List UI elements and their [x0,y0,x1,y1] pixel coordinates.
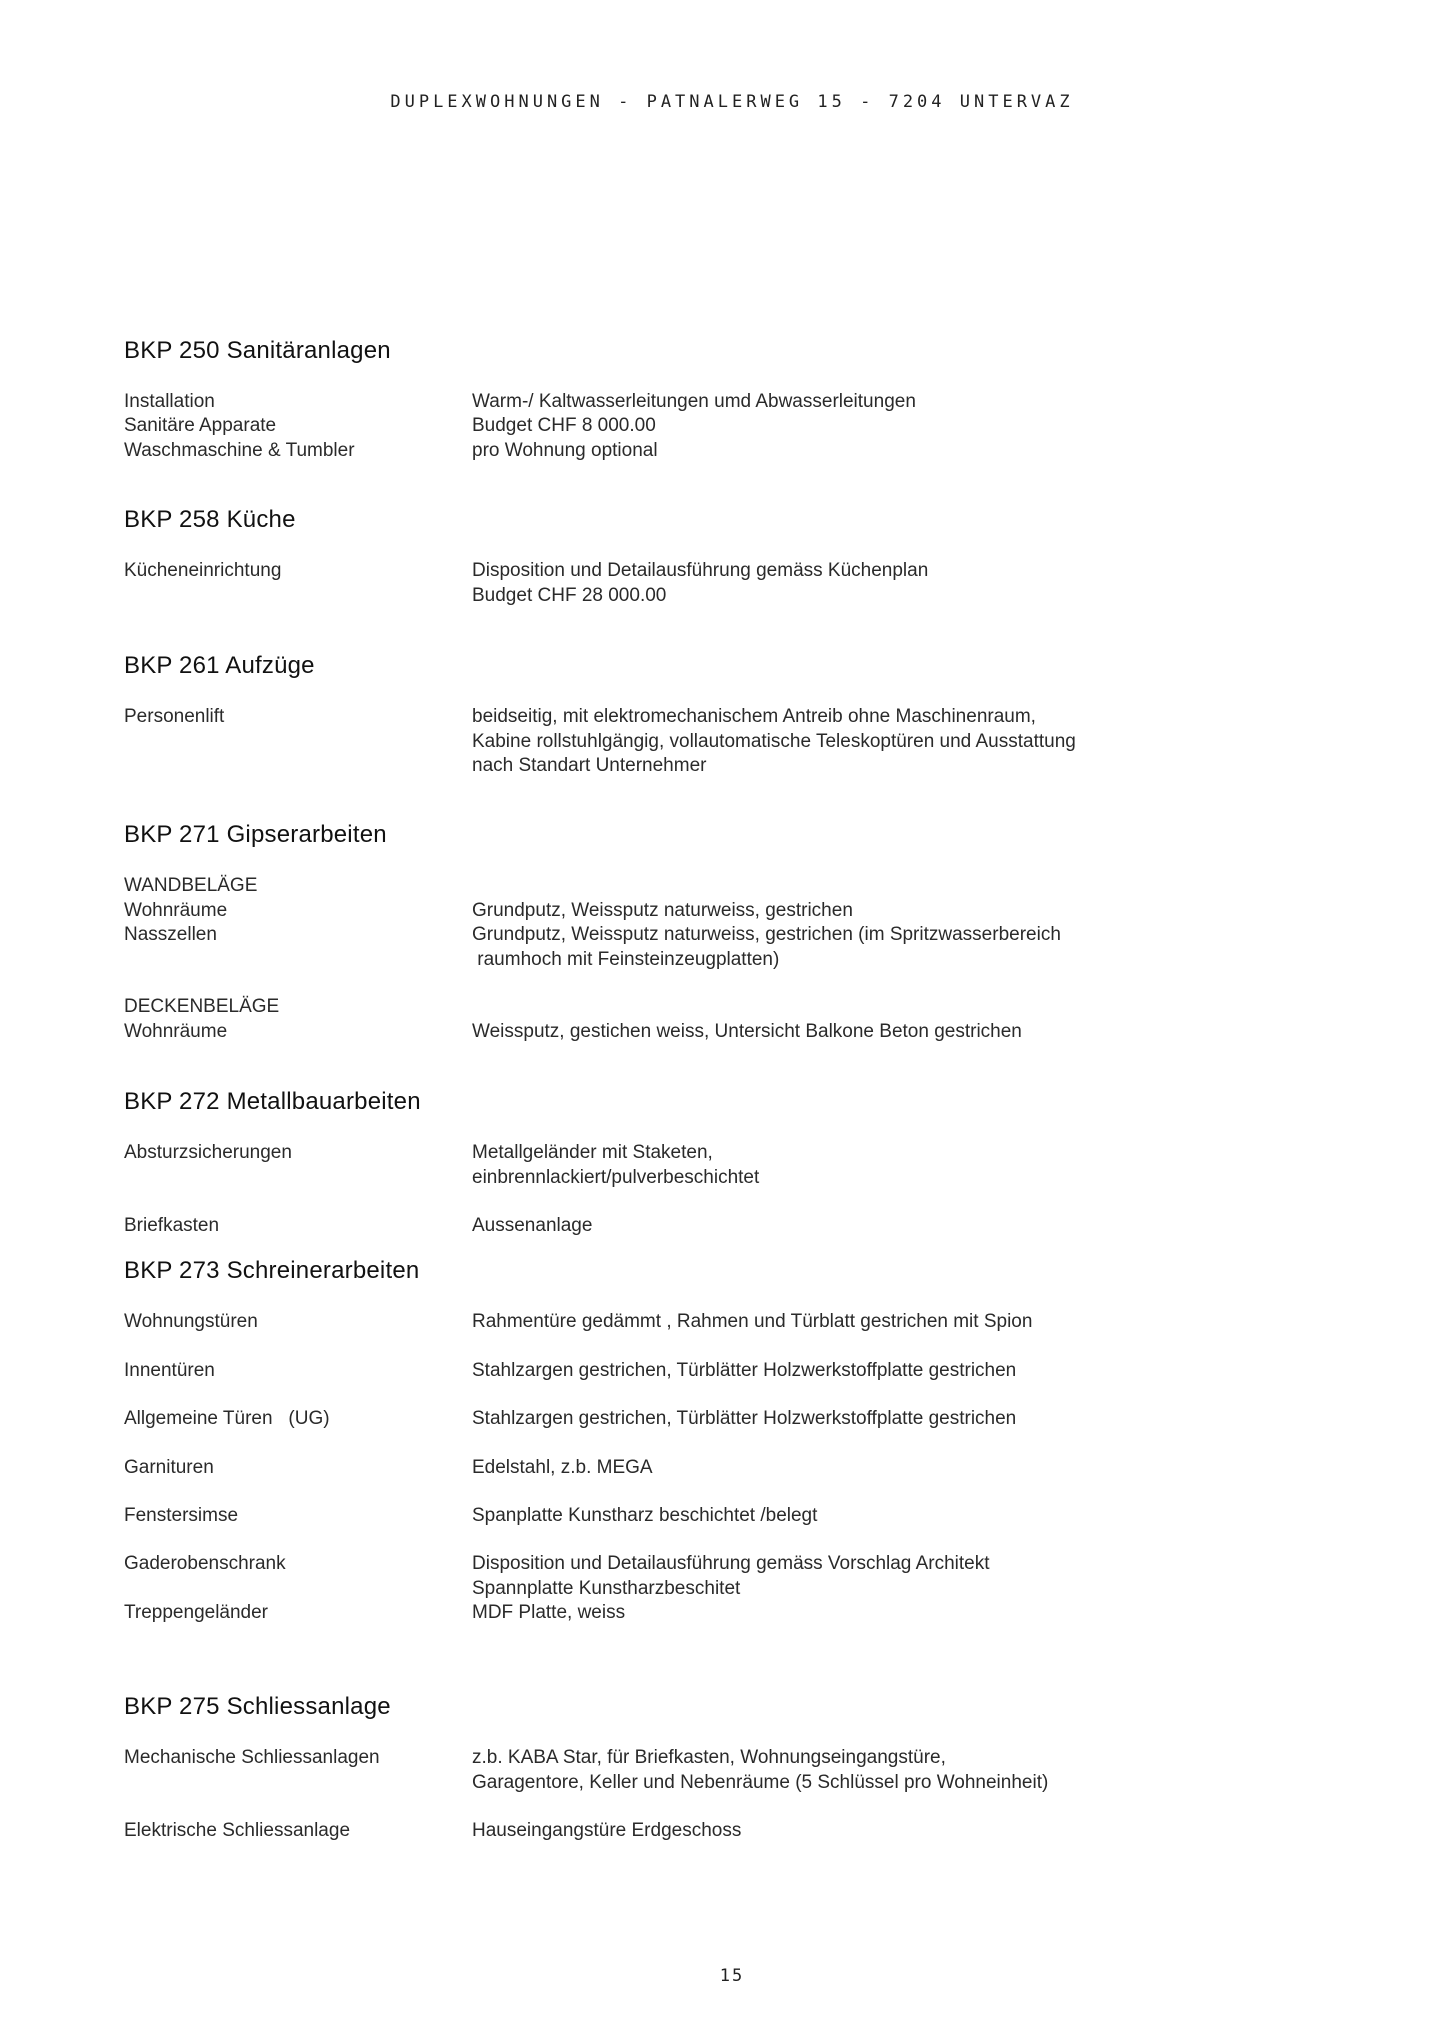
section-heading: BKP 250 Sanitäranlagen [124,337,391,364]
row-label: Wohnräume [124,900,228,921]
section-heading: BKP 273 Schreinerarbeiten [124,1257,420,1284]
section-heading: BKP 258 Küche [124,506,296,533]
row-value: Weissputz, gestichen weiss, Untersicht Balkone Beton gestrichen [472,1021,1022,1042]
row-label: Elektrische Schliessanlage [124,1820,351,1841]
row-label: Absturzsicherungen [124,1142,292,1163]
row-value: Grundputz, Weissputz naturweiss, gestrichen [472,900,853,921]
subheading-label: WANDBELÄGE [124,875,258,896]
row-value: Hauseingangstüre Erdgeschoss [472,1820,742,1841]
value-line: beidseitig, mit elektromechanischem Antreib ohne Maschinenraum, [472,706,1036,727]
section-heading: BKP 271 Gipserarbeiten [124,821,387,848]
value-line: Budget CHF 28 000.00 [472,584,667,606]
row-value [472,923,1061,972]
subheading-label: DECKENBELÄGE [124,996,280,1017]
row-label: Sanitäre Apparate [124,415,277,436]
row-label: Personenlift [124,706,225,727]
value-line: Spannplatte Kunstharzbeschitet [472,1577,741,1599]
row-label: Allgemeine Türen (UG) [124,1408,330,1429]
row-value: Warm-/ Kaltwasserleitungen umd Abwasserleitungen [472,391,916,412]
row-value [472,1141,759,1190]
row-value [472,705,1076,779]
row-label: Gaderobenschrank [124,1553,286,1574]
value-line: einbrennlackiert/pulverbeschichtet [472,1166,760,1188]
row-label: Waschmaschine & Tumbler [124,440,355,461]
value-line: Garagentore, Keller und Nebenräume (5 Schlüssel pro Wohneinheit) [472,1771,1049,1793]
row-value [472,1552,990,1601]
section-heading: BKP 272 Metallbauarbeiten [124,1088,421,1115]
value-line: Disposition und Detailausführung gemäss Vorschlag Architekt [472,1553,990,1574]
row-value [472,559,928,608]
row-value: Stahlzargen gestrichen, Türblätter Holzwerkstoffplatte gestrichen [472,1360,1017,1381]
page-number: 15 [719,1966,745,1986]
row-value: Budget CHF 8 000.00 [472,415,656,436]
row-label: Kücheneinrichtung [124,560,282,581]
row-label: Garnituren [124,1457,214,1478]
value-line: Kabine rollstuhlgängig, vollautomatische Teleskoptüren und Ausstattung [472,730,1076,752]
row-value: pro Wohnung optional [472,440,658,461]
row-value: Spanplatte Kunstharz beschichtet /belegt [472,1505,818,1526]
section-heading: BKP 275 Schliessanlage [124,1693,391,1720]
value-line: Disposition und Detailausführung gemäss Küchenplan [472,560,929,581]
row-value: Edelstahl, z.b. MEGA [472,1457,653,1478]
row-value: Aussenanlage [472,1215,593,1236]
row-label: Innentüren [124,1360,215,1381]
value-line: Metallgeländer mit Staketen, [472,1142,713,1163]
row-value: MDF Platte, weiss [472,1602,626,1623]
page-header: DUPLEXWOHNUNGEN - PATNALERWEG 15 - 7204 UNTERVAZ [390,92,1074,112]
row-label: Treppengeländer [124,1602,269,1623]
value-line: raumhoch mit Feinsteinzeugplatten) [472,948,780,970]
row-value: Stahlzargen gestrichen, Türblätter Holzwerkstoffplatte gestrichen [472,1408,1017,1429]
section-heading: BKP 261 Aufzüge [124,652,315,679]
row-label: Nasszellen [124,924,217,945]
row-label: Wohnungstüren [124,1311,258,1332]
row-label: Briefkasten [124,1215,220,1236]
row-value [472,1746,1048,1795]
row-label: Fenstersimse [124,1505,239,1526]
row-value: Rahmentüre gedämmt , Rahmen und Türblatt gestrichen mit Spion [472,1311,1033,1332]
value-line: Grundputz, Weissputz naturweiss, gestrichen (im Spritzwasserbereich [472,924,1061,945]
value-line: nach Standart Unternehmer [472,755,707,776]
row-label: Mechanische Schliessanlagen [124,1747,380,1768]
row-label: Installation [124,391,215,412]
value-line: z.b. KABA Star, für Briefkasten, Wohnungseingangstüre, [472,1747,946,1768]
row-label: Wohnräume [124,1021,228,1042]
